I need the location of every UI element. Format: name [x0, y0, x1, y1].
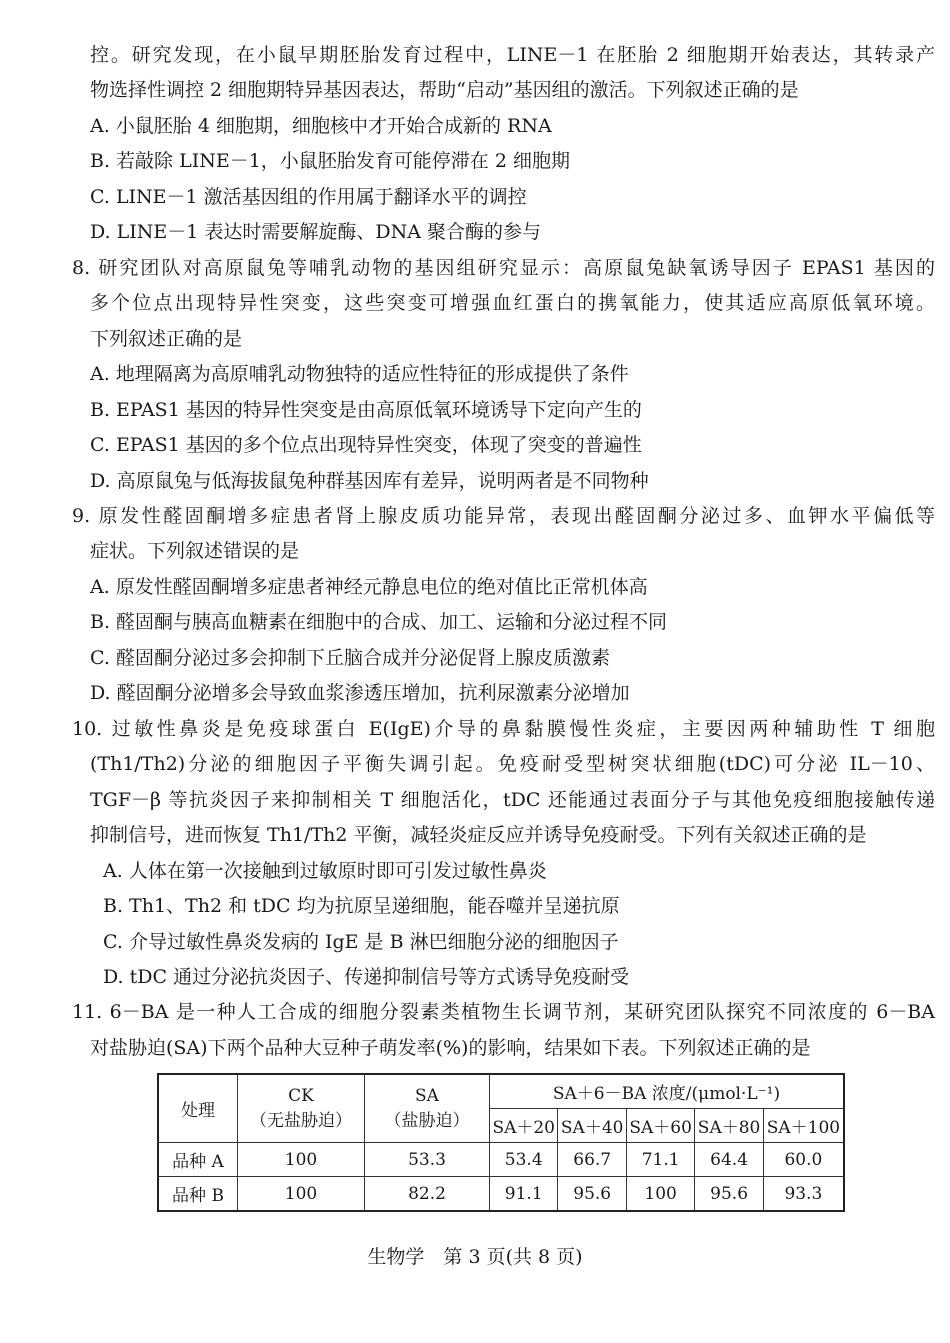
text-line: C. EPAS1 基因的多个位点出现特异性突变，体现了突变的普遍性: [90, 434, 642, 457]
text-line: B. 若敲除 LINE－1，小鼠胚胎发育可能停滞在 2 细胞期: [90, 150, 570, 173]
germination-rate-table: [157, 1073, 845, 1212]
text-line: 多个位点出现特异性突变，这些突变可增强血红蛋白的携氧能力，使其适应高原低氧环境。: [90, 292, 935, 315]
table-header-treatment: 处理: [158, 1074, 238, 1143]
text-line: (Th1/Th2)分泌的细胞因子平衡失调引起。免疫耐受型树突状细胞(tDC)可分泌 IL－10、: [90, 753, 935, 776]
table-header-ck: [238, 1074, 365, 1143]
table-cell: 91.1: [490, 1177, 558, 1212]
text-line: A. 地理隔离为高原哺乳动物独特的适应性特征的形成提供了条件: [90, 363, 629, 386]
page-footer: 生物学 第 3 页(共 8 页): [367, 1246, 583, 1268]
text-line: A. 人体在第一次接触到过敏原时即可引发过敏性鼻炎: [103, 859, 547, 882]
text-line: 抑制信号，进而恢复 Th1/Th2 平衡，减轻炎症反应并诱导免疫耐受。下列有关叙述正确的是: [90, 824, 867, 847]
table-subheader: SA＋60: [626, 1109, 694, 1143]
table-cell: 93.3: [763, 1177, 844, 1212]
text-line: B. 醛固酮与胰高血糖素在细胞中的合成、加工、运输和分泌过程不同: [90, 611, 668, 634]
text-line: D. tDC 通过分泌抗炎因子、传递抑制信号等方式诱导免疫耐受: [103, 965, 630, 988]
text-line: 症状。下列叙述错误的是: [90, 540, 300, 563]
text-line: D. 醛固酮分泌增多会导致血浆渗透压增加，抗利尿激素分泌增加: [90, 682, 630, 705]
table-cell: 95.6: [558, 1177, 626, 1212]
text-line: 控。研究发现，在小鼠早期胚胎发育过程中，LINE－1 在胚胎 2 细胞期开始表达，其转录产: [90, 44, 935, 66]
table-cell: 100: [238, 1177, 365, 1212]
text-line: 对盐胁迫(SA)下两个品种大豆种子萌发率(%)的影响，结果如下表。下列叙述正确的是: [90, 1036, 811, 1059]
table-cell: 95.6: [695, 1177, 763, 1212]
text-line: 9. 原发性醛固酮增多症患者肾上腺皮质功能异常，表现出醛固酮分泌过多、血钾水平偏低等: [72, 504, 935, 527]
table-subheader: SA＋40: [558, 1109, 626, 1143]
text-line: TGF－β 等抗炎因子来抑制相关 T 细胞活化，tDC 还能通过表面分子与其他免疫细胞接触传递: [90, 788, 935, 811]
text-line: D. 高原鼠兔与低海拔鼠兔种群基因库有差异，说明两者是不同物种: [90, 469, 649, 492]
table-cell: 82.2: [365, 1177, 490, 1212]
text-line: D. LINE－1 表达时需要解旋酶、DNA 聚合酶的参与: [90, 221, 542, 244]
text-line: A. 小鼠胚胎 4 细胞期，细胞核中才开始合成新的 RNA: [90, 114, 552, 137]
sa-sub: （盐胁迫）: [384, 1111, 470, 1131]
text-line: B. Th1、Th2 和 tDC 均为抗原呈递细胞，能吞噬并呈递抗原: [103, 895, 620, 918]
table-cell: 100: [238, 1143, 365, 1177]
table-subheader: SA＋80: [695, 1109, 763, 1143]
table-row: [158, 1143, 844, 1177]
text-line: C. 介导过敏性鼻炎发病的 IgE 是 B 淋巴细胞分泌的细胞因子: [103, 930, 619, 953]
row-label: 品种 A: [158, 1143, 238, 1177]
text-line: 下列叙述正确的是: [90, 327, 243, 350]
table-cell: 60.0: [763, 1143, 844, 1177]
table-header-sa: [365, 1074, 490, 1143]
table-header-group: SA＋6－BA 浓度/(μmol·L⁻¹): [490, 1074, 845, 1109]
text-line: C. LINE－1 激活基因组的作用属于翻译水平的调控: [90, 185, 527, 208]
table-cell: 53.4: [490, 1143, 558, 1177]
ck-sub: （无盐胁迫）: [250, 1111, 352, 1131]
text-line: 10. 过敏性鼻炎是免疫球蛋白 E(IgE)介导的鼻黏膜慢性炎症，主要因两种辅助性 T 细胞: [72, 717, 935, 740]
table-cell: 66.7: [558, 1143, 626, 1177]
table-cell: 53.3: [365, 1143, 490, 1177]
text-line: A. 原发性醛固酮增多症患者神经元静息电位的绝对值比正常机体高: [90, 575, 648, 598]
table-cell: 71.1: [626, 1143, 694, 1177]
text-line: C. 醛固酮分泌过多会抑制下丘脑合成并分泌促肾上腺皮质激素: [90, 646, 610, 669]
text-line: 11. 6－BA 是一种人工合成的细胞分裂素类植物生长调节剂，某研究团队探究不同浓度的 6－BA: [72, 1001, 935, 1024]
table-row: [158, 1177, 844, 1212]
text-line: B. EPAS1 基因的特异性突变是由高原低氧环境诱导下定向产生的: [90, 398, 642, 421]
table-subheader: SA＋20: [490, 1109, 558, 1143]
text-line: 物选择性调控 2 细胞期特异基因表达，帮助“启动”基因组的激活。下列叙述正确的是: [90, 79, 799, 102]
ck-title: CK: [288, 1086, 314, 1106]
text-line: 8. 研究团队对高原鼠兔等哺乳动物的基因组研究显示：高原鼠兔缺氧诱导因子 EPAS1 基因的: [72, 256, 935, 279]
table-subheader: SA＋100: [763, 1109, 844, 1143]
row-label: 品种 B: [158, 1177, 238, 1212]
sa-title: SA: [415, 1086, 439, 1106]
table-cell: 64.4: [695, 1143, 763, 1177]
table-cell: 100: [626, 1177, 694, 1212]
